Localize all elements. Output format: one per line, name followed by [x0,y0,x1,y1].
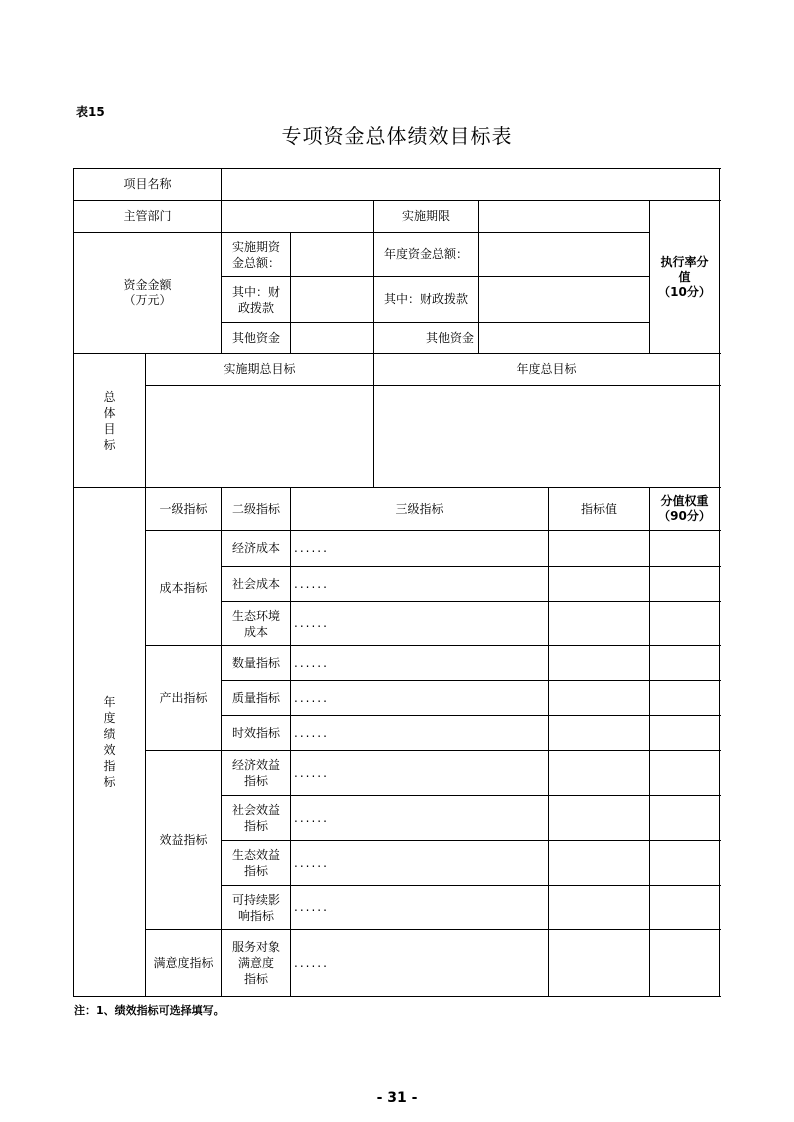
level3-item[interactable]: ...... [294,725,329,740]
period-goal-field[interactable] [146,386,373,487]
table-border-bottom [73,996,721,997]
benefit-indicator-label: 效益指标 [159,832,208,847]
department-field[interactable] [222,201,373,232]
level2-item: 生态效益 指标 [231,848,280,878]
total-funds-field[interactable] [291,233,373,276]
page-title: 专项资金总体绩效目标表 [281,124,513,148]
level3-item[interactable]: ...... [294,900,329,914]
gov-alloc-left-label: 其中：财 政拨款 [231,284,280,315]
level2-item: 数量指标 [231,655,280,670]
other-funds-right-field[interactable] [479,323,649,353]
overall-goals-text: 总体目标 [103,389,116,452]
department-label: 主管部门 [123,209,172,223]
level3-item[interactable]: ...... [294,690,329,705]
level2-item: 质量指标 [231,690,280,705]
col-line [548,487,549,997]
level1-header: 一级指标 [159,501,208,516]
other-funds-right-label: 其他资金 [425,330,474,345]
level3-item[interactable]: ...... [294,855,329,870]
level2-item: 服务对象 满意度 指标 [231,940,280,986]
annual-goal-field[interactable] [374,386,719,487]
level2-item: 社会效益 指标 [231,803,280,833]
col-line [649,487,650,997]
annual-funds-label: 年度资金总额： [384,247,469,261]
level3-item[interactable]: ...... [294,765,329,780]
level2-item: 可持续影 响指标 [231,892,280,923]
level2-item: 时效指标 [231,725,280,740]
level3-item[interactable]: ...... [294,541,329,555]
exec-rate-label: 执行率分 值 （10分） [658,254,711,299]
gov-alloc-right-field[interactable] [479,277,649,322]
period-field[interactable] [479,201,649,232]
value-header: 指标值 [580,501,617,516]
level2-item: 经济效益 指标 [231,758,280,788]
weight-header: 分值权重 （90分） [658,494,711,523]
period-label: 实施期限 [401,209,450,223]
annual-funds-field[interactable] [479,233,649,276]
level3-item[interactable]: ...... [294,655,329,670]
output-indicator-label: 产出指标 [159,690,208,705]
page-number: - 31 - [376,1090,418,1106]
gov-alloc-left-field[interactable] [291,277,373,322]
other-funds-left-label: 其他资金 [231,330,280,345]
annual-indicators-text: 年度绩效指标 [103,695,116,789]
footnote: 注：1、绩效指标可选择填写。 [74,1004,225,1017]
level3-item[interactable]: ...... [294,955,329,970]
gov-alloc-right-label: 其中：财政拨款 [384,292,469,306]
table-border-right [719,168,720,997]
overall-goals-label [74,354,145,487]
annual-indicators-label [74,488,145,996]
satisfaction-indicator-label: 满意度指标 [153,955,214,970]
table-number: 表15 [76,105,105,119]
level3-header: 三级指标 [395,501,444,516]
level3-item[interactable]: ...... [294,616,329,630]
project-name-label: 项目名称 [123,177,172,191]
level2-item: 经济成本 [231,541,280,555]
level3-item[interactable]: ...... [294,576,329,591]
cost-indicator-label: 成本指标 [159,580,208,595]
project-name-field[interactable] [222,169,719,200]
annual-goal-header: 年度总目标 [516,362,577,376]
level3-item[interactable]: ...... [294,810,329,825]
period-goal-header: 实施期总目标 [223,362,296,376]
total-funds-label: 实施期资 金总额： [231,239,280,270]
level2-item: 生态环境 成本 [231,608,280,639]
other-funds-left-field[interactable] [291,323,373,353]
funds-label: 资金金额 （万元） [123,278,172,307]
level2-header: 二级指标 [231,501,280,516]
level2-item: 社会成本 [231,576,280,591]
